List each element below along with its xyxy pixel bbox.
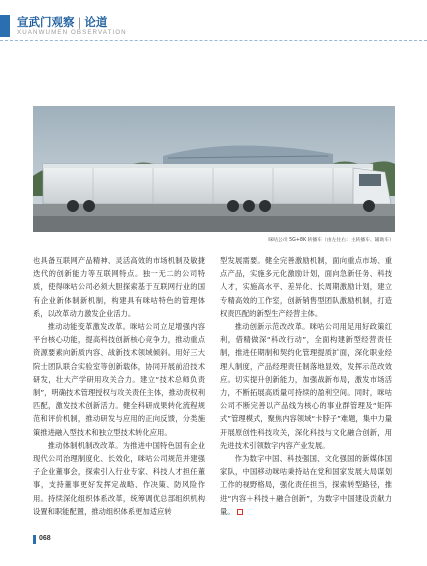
- header-title: [17, 14, 107, 30]
- paragraph: [220, 452, 392, 518]
- paragraph: [220, 254, 392, 320]
- header-separator: |: [77, 15, 82, 29]
- paragraph-text: 型发展需要。健全完善激励机制，面向重点市场、重点产品，实施多元化激励计划，面向急新任务、科技人才，实施高水平、差异化、长周期激励计划，建立专精高效的工作室，创新销售型团队激励机制，打造权责匹配的新型生产经营主体。: [220, 256, 392, 318]
- paragraph: [33, 439, 205, 518]
- photo-caption: 咪咕公司 5G+8K 转播车（由左往右：主转播车、辅助车）: [268, 238, 394, 243]
- broadcast-vehicle-photo: [33, 106, 395, 232]
- paragraph-text: 推动体制机制改改革。为推进中国特色国有企业现代公司治理制度化、长效化，咪咕公司规范并建强子企业董事会，探索引入行业专家、科技人才担任董事，支持董事更好发挥定战略、作决策、防风险作用。持续深化组织体系改革，统筹调优总部组织机构设置和职能配置，推动组织体系更加适应转: [33, 440, 205, 516]
- paragraph-text: 推动动能变革激发改革。咪咕公司立足增强内容平台核心功能，提高科技创新核心竞争力，推动重点资源要素向新质内容、战新技术领域倾斜。用好三大院士团队联合实验室等创新载体，协同开展前沿技术研发，壮大产学研用攻关合力。建立“技术总师负责制”，明确技术管理授权与攻关责任主体，推动责权利匹配，激发技术创新活力。健全科研成果转化流程规范和评价机制，推动研发与应用的正向反馈，分类施策推进融入型技术和独立型技术转化应用。: [33, 322, 205, 437]
- right-column: [220, 254, 392, 518]
- page-number: 068: [39, 535, 51, 542]
- paragraph-text: 作为数字中国、科技强国、文化强国的新媒体国家队，中国移动咪咕秉持站在党和国家发展大局谋划工作的视野格局，强化责任担当，探索转型路径，推进“内容＋科技＋融合创新”，为数字中国建设贡献力量。: [220, 454, 392, 516]
- article-end-mark: [237, 509, 243, 515]
- header-section-name: 论道: [84, 15, 108, 29]
- header-accent-bar: [0, 15, 10, 37]
- footer-accent-bar: [33, 535, 36, 544]
- paragraph-text: 推动创新示范改改革。咪咕公司用足用好政策红利，借精做深“科改行动”，全面构建新型经营责任制，推进任期制和契约化管理提质扩面，深化职业经理人制度，产品经理责任制落地显效，发挥示范改效应。切实提升创新能力，加强战新布局，激发市场活力，不断拓展高质量可持续的盈利空间。同时，咪咕公司不断完善以产品线为核心的事业群管理及“矩阵式”管理模式，聚焦内容领域“卡脖子”难题，集中力量开展原创性科技攻关，深化科技与文化融合创新，用先进技术引领数字内容产业发展。: [220, 322, 392, 450]
- header-divider: [0, 40, 427, 41]
- header-subtitle: XUANWUMEN OBSERVATION: [17, 29, 127, 36]
- paragraph: [220, 320, 392, 452]
- header-column-name: 宣武门观察: [17, 15, 75, 29]
- paragraph-text: 也具备互联网产品精神、灵活高效的市场机制及敏捷迭代的创新能力等互联网特点。独一无二的公司特质，使得咪咕公司必须大胆探索基于互联网行业的国有企业新体制新机制，构建具有咪咕特色的管理体系，以改革动力激发企业活力。: [33, 256, 205, 318]
- paragraph: [33, 320, 205, 439]
- paragraph: [33, 254, 205, 320]
- left-column: [33, 254, 205, 518]
